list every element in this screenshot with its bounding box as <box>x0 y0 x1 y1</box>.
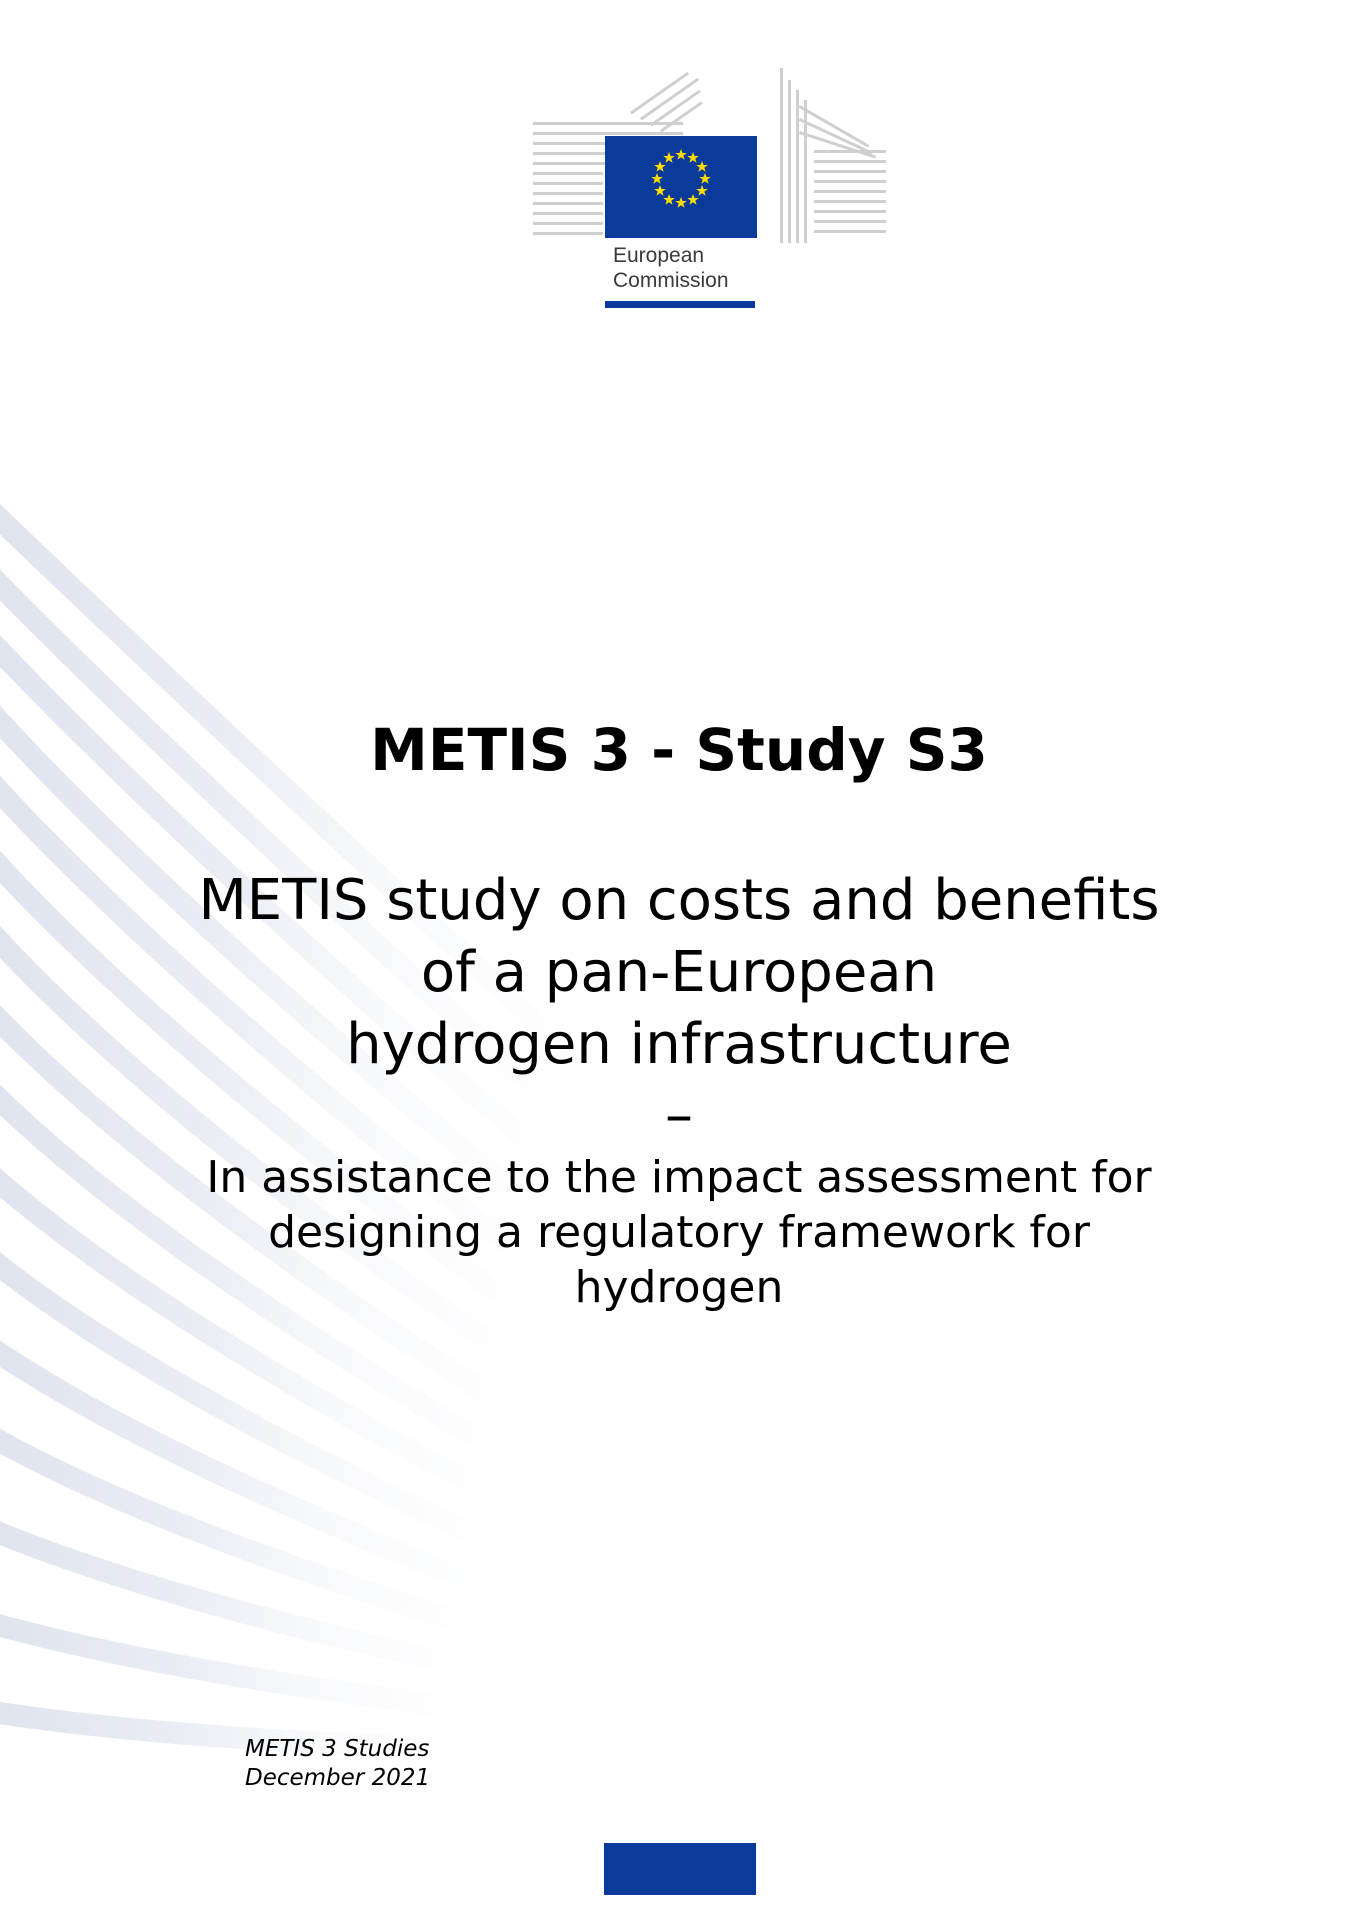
assist-line2: designing a regulatory framework for <box>268 1207 1090 1258</box>
footer-blue-bar <box>604 1843 756 1895</box>
logo-wordmark <box>613 243 729 293</box>
assistance-statement <box>0 1150 1358 1315</box>
footer-series: METIS 3 Studies <box>245 1736 430 1762</box>
subtitle-line1: METIS study on costs and benefits <box>198 868 1160 933</box>
subtitle-line3: hydrogen infrastructure <box>346 1012 1012 1077</box>
footer-date: December 2021 <box>245 1765 431 1791</box>
logo-text-line2: Commission <box>613 269 729 292</box>
footer-meta <box>245 1735 430 1793</box>
assist-line3: hydrogen <box>574 1262 784 1313</box>
document-title: METIS 3 - Study S3 <box>370 716 988 784</box>
separator-dash: – <box>665 1083 693 1148</box>
logo-underline <box>605 301 755 308</box>
logo-right-building <box>780 68 886 243</box>
document-subtitle <box>0 865 1358 1081</box>
assist-line1: In assistance to the impact assessment for <box>206 1152 1152 1203</box>
logo-text-line1: European <box>613 244 705 267</box>
subtitle-line2: of a pan-European <box>420 940 938 1005</box>
